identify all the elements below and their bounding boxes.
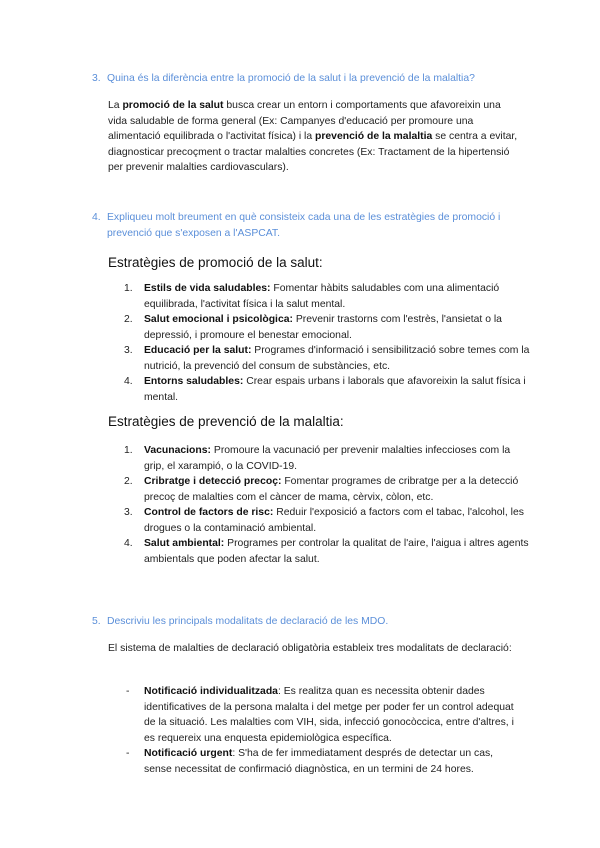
item-text: : S'ha de fer immediatament després de detectar un cas, sense necessitat de confirmació diagnòstica, en un termini de 24 hores. <box>144 748 494 775</box>
item-text: Prevenir trastorns com l'estrès, l'ansietat o la depressió, i promoure el benestar emocional. <box>144 314 502 341</box>
promo-list-item <box>124 374 530 405</box>
item-title: Educació per la salut: <box>144 345 252 356</box>
item-text: Fomentar hàbits saludables com una alimentació equilibrada, l'activitat física i la salut mental. <box>144 283 500 310</box>
question-4-text: Expliqueu molt breument en què consisteix cada una de les estratègies de promoció i prevenció que s'exposen a l'ASPCAT. <box>107 212 501 239</box>
promo-list-item <box>124 281 530 312</box>
item-title: Salut ambiental: <box>144 538 225 549</box>
item-text: Promoure la vacunació per prevenir malalties infeccioses com la grip, el xarampió, o la COVID-19. <box>144 445 511 472</box>
prev-list-item <box>124 474 530 505</box>
bullet-dash: - <box>126 748 130 759</box>
mdo-list <box>124 684 520 777</box>
answer-3-text-2: busca crear un entorn i comportaments que afavoreixin una vida saludable de forma general (Ex: Campanyes d'educació per promoure una alimentació equilibrada o l'activitat física) i la <box>108 100 501 142</box>
answer-3-text-3: se centra a evitar, diagnosticar precoçment o tractar malalties concretes (Ex: Tractament de la hipertensió per prevenir malalties cardiovasculars). <box>108 131 518 173</box>
question-5-text: Descriviu les principals modalitats de declaració de les MDO. <box>107 616 389 627</box>
question-3-text: Quina és la diferència entre la promoció de la salut i la prevenció de la malaltia? <box>107 73 475 84</box>
item-title: Notificació urgent <box>144 748 233 759</box>
answer-3-bold-prevencio: prevenció de la malaltia <box>315 131 433 142</box>
answer-3-bold-promocio: promoció de la salut <box>122 100 224 111</box>
item-title: Cribratge i detecció precoç: <box>144 476 282 487</box>
item-title: Entorns saludables: <box>144 376 244 387</box>
item-text: Reduir l'exposició a factors com el tabac, l'alcohol, les drogues o la contaminació ambiental. <box>144 507 524 534</box>
bullet-dash: - <box>126 686 130 697</box>
question-5 <box>92 614 532 630</box>
item-number: 2. <box>124 476 133 487</box>
promo-list-item <box>124 312 530 343</box>
answer-5-intro: El sistema de malalties de declaració obligatòria estableix tres modalitats de declaració: <box>108 643 512 654</box>
prev-list <box>124 443 530 567</box>
item-title: Estils de vida saludables: <box>144 283 271 294</box>
question-3 <box>92 71 532 87</box>
item-number: 3. <box>124 345 133 356</box>
question-4-number: 4. <box>92 212 101 223</box>
item-number: 1. <box>124 445 133 456</box>
item-text: : Es realitza quan es necessita obtenir dades identificatives de la persona malalta i del metge per poder fer un control adequat de la situació. Les malalties com VIH, sida, infecció gonocòccica, entre d'altres, i es requereix una enquesta epidemiològica específica. <box>144 686 514 744</box>
prev-list-item <box>124 443 530 474</box>
item-title: Salut emocional i psicològica: <box>144 314 293 325</box>
question-3-number: 3. <box>92 73 101 84</box>
item-title: Control de factors de risc: <box>144 507 274 518</box>
item-number: 4. <box>124 376 133 387</box>
item-number: 3. <box>124 507 133 518</box>
answer-3-text-1: La <box>108 100 123 111</box>
item-number: 4. <box>124 538 133 549</box>
item-text: Programes per controlar la qualitat de l'aire, l'aigua i altres agents ambientals que poden afectar la salut. <box>144 538 529 565</box>
prev-list-item <box>124 536 530 567</box>
answer-3 <box>108 98 518 176</box>
item-title: Notificació individualitzada <box>144 686 278 697</box>
item-number: 2. <box>124 314 133 325</box>
item-title: Vacunacions: <box>144 445 211 456</box>
prev-heading: Estratègies de prevenció de la malaltia: <box>108 414 344 429</box>
item-text: Crear espais urbans i laborals que afavoreixin la salut física i mental. <box>144 376 526 403</box>
promo-heading: Estratègies de promoció de la salut: <box>108 255 323 270</box>
mdo-list-item <box>124 746 520 777</box>
promo-list <box>124 281 530 405</box>
question-4 <box>92 210 532 241</box>
item-text: Programes d'informació i sensibilització sobre temes com la nutrició, la prevenció del consum de substàncies, etc. <box>144 345 530 372</box>
prev-list-item <box>124 505 530 536</box>
promo-list-item <box>124 343 530 374</box>
mdo-list-item <box>124 684 520 746</box>
question-5-number: 5. <box>92 616 101 627</box>
item-number: 1. <box>124 283 133 294</box>
item-text: Fomentar programes de cribratge per a la detecció precoç de malalties com el càncer de mama, cèrvix, còlon, etc. <box>144 476 519 503</box>
